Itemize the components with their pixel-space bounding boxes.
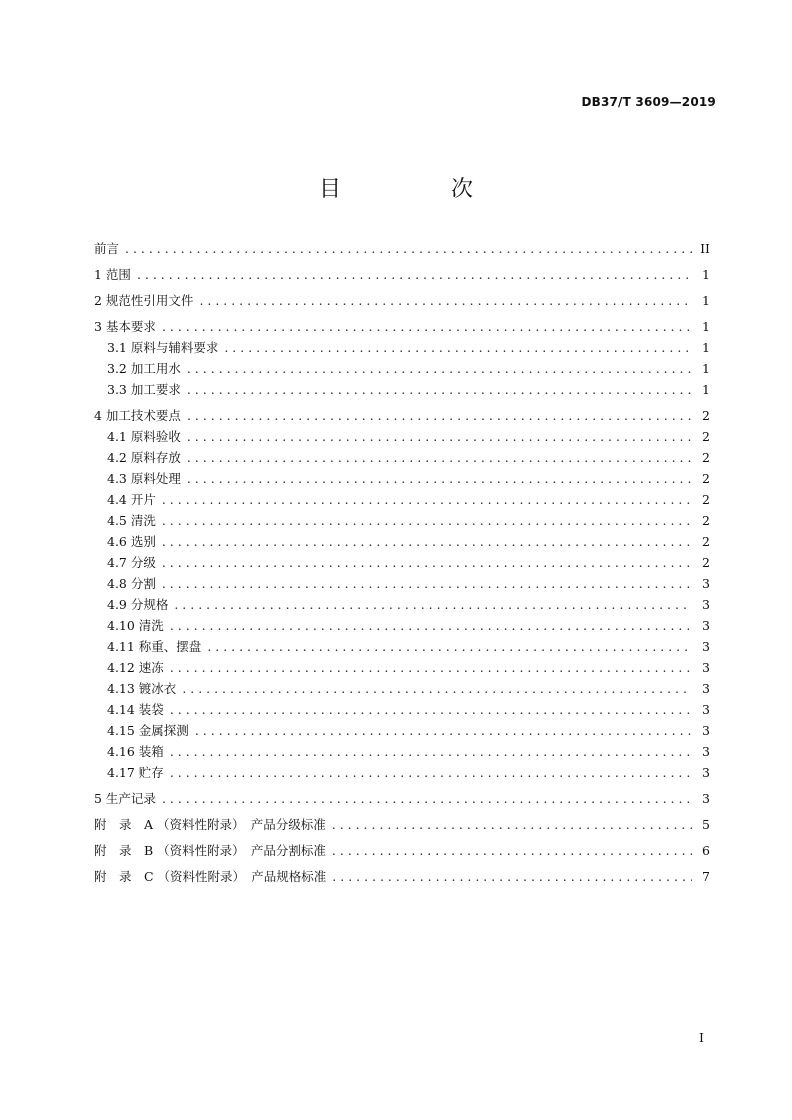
toc-entry-label: 4.4 开片 bbox=[107, 492, 156, 507]
toc-entry-label: 3.3 加工要求 bbox=[107, 382, 181, 397]
toc-entry[interactable] bbox=[94, 510, 710, 531]
toc-entry-label: 附 录 B （资料性附录） 产品分割标准 bbox=[94, 843, 326, 858]
toc-entry-page: 2 bbox=[702, 492, 710, 507]
toc-entry-label: 4.2 原料存放 bbox=[107, 450, 181, 465]
toc-entry-label: 5 生产记录 bbox=[94, 791, 156, 806]
toc-entry[interactable] bbox=[94, 788, 710, 809]
toc-leader-dots bbox=[137, 264, 692, 285]
toc-entry-label: 4.8 分割 bbox=[107, 576, 156, 591]
toc-entry-page: 3 bbox=[702, 576, 710, 591]
toc-entry-page: 7 bbox=[702, 869, 710, 884]
toc-leader-dots bbox=[332, 866, 692, 887]
toc-leader-dots bbox=[187, 468, 692, 489]
toc-entry[interactable] bbox=[94, 531, 710, 552]
toc-leader-dots bbox=[187, 358, 692, 379]
toc-entry[interactable] bbox=[94, 316, 710, 337]
toc-entry-label: 4.7 分级 bbox=[107, 555, 156, 570]
toc-leader-dots bbox=[162, 316, 692, 337]
toc-entry-page: 2 bbox=[702, 471, 710, 486]
toc-entry[interactable] bbox=[94, 468, 710, 489]
toc-leader-dots bbox=[207, 636, 692, 657]
toc-entry[interactable] bbox=[94, 238, 710, 259]
toc-entry-label: 4.16 装箱 bbox=[107, 744, 164, 759]
toc-leader-dots bbox=[162, 788, 692, 809]
toc-leader-dots bbox=[125, 238, 692, 259]
toc-leader-dots bbox=[332, 814, 692, 835]
toc-entry-page: 3 bbox=[702, 660, 710, 675]
toc-leader-dots bbox=[187, 405, 692, 426]
toc-entry-page: 1 bbox=[702, 293, 710, 308]
toc-leader-dots bbox=[162, 552, 692, 573]
toc-leader-dots bbox=[162, 573, 692, 594]
toc-entry-page: 2 bbox=[702, 450, 710, 465]
toc-leader-dots bbox=[170, 657, 692, 678]
toc-entry[interactable] bbox=[94, 678, 710, 699]
toc-entry-label: 2 规范性引用文件 bbox=[94, 293, 194, 308]
toc-entry-label: 附 录 C （资料性附录） 产品规格标准 bbox=[94, 869, 327, 884]
toc-entry-page: 3 bbox=[702, 681, 710, 696]
toc-entry-label: 4.5 清洗 bbox=[107, 513, 156, 528]
toc-entry-label: 4.1 原料验收 bbox=[107, 429, 181, 444]
toc-entry-label: 4.11 称重、摆盘 bbox=[107, 639, 202, 654]
toc-entry-label: 1 范围 bbox=[94, 267, 131, 282]
toc-entry[interactable] bbox=[94, 657, 710, 678]
toc-entry-page: II bbox=[700, 241, 710, 256]
toc-entry-label: 前言 bbox=[94, 241, 120, 256]
toc-leader-dots bbox=[187, 426, 692, 447]
toc-entry-page: 2 bbox=[702, 534, 710, 549]
toc-leader-dots bbox=[162, 510, 692, 531]
page-title bbox=[0, 172, 792, 203]
toc-entry[interactable] bbox=[94, 264, 710, 285]
toc-entry-label: 3 基本要求 bbox=[94, 319, 156, 334]
toc-leader-dots bbox=[170, 699, 692, 720]
toc-entry-page: 3 bbox=[702, 639, 710, 654]
toc-entry-label: 附 录 A （资料性附录） 产品分级标准 bbox=[94, 817, 326, 832]
toc-entry-page: 2 bbox=[702, 408, 710, 423]
toc-entry[interactable] bbox=[94, 594, 710, 615]
toc-entry[interactable] bbox=[94, 426, 710, 447]
toc-entry-page: 1 bbox=[702, 361, 710, 376]
toc-entry-label: 4.15 金属探测 bbox=[107, 723, 189, 738]
toc-entry-page: 2 bbox=[702, 555, 710, 570]
toc-entry-label: 4.12 速冻 bbox=[107, 660, 164, 675]
toc-entry-page: 6 bbox=[702, 843, 710, 858]
toc-entry-label: 4.17 贮存 bbox=[107, 765, 164, 780]
toc-entry-page: 3 bbox=[702, 702, 710, 717]
toc-entry-page: 1 bbox=[702, 340, 710, 355]
toc-entry[interactable] bbox=[94, 762, 710, 783]
toc-leader-dots bbox=[162, 531, 692, 552]
toc-entry[interactable] bbox=[94, 741, 710, 762]
toc-leader-dots bbox=[195, 720, 692, 741]
toc-entry[interactable] bbox=[94, 636, 710, 657]
toc-entry-page: 3 bbox=[702, 765, 710, 780]
toc-entry[interactable] bbox=[94, 840, 710, 861]
toc-entry[interactable] bbox=[94, 814, 710, 835]
toc-leader-dots bbox=[332, 840, 692, 861]
toc-leader-dots bbox=[187, 447, 692, 468]
toc-entry[interactable] bbox=[94, 720, 710, 741]
toc-entry-page: 3 bbox=[702, 597, 710, 612]
toc-entry-page: 1 bbox=[702, 267, 710, 282]
standard-code: DB37/T 3609—2019 bbox=[581, 95, 716, 109]
toc-entry-label: 4.9 分规格 bbox=[107, 597, 169, 612]
toc-leader-dots bbox=[170, 762, 692, 783]
toc-leader-dots bbox=[199, 290, 692, 311]
footer-page-number: I bbox=[699, 1030, 704, 1045]
toc-entry-label: 4.10 清洗 bbox=[107, 618, 164, 633]
toc-entry-page: 3 bbox=[702, 791, 710, 806]
table-of-contents bbox=[94, 238, 710, 887]
toc-leader-dots bbox=[162, 489, 692, 510]
toc-entry[interactable] bbox=[94, 405, 710, 426]
toc-entry-label: 4 加工技术要点 bbox=[94, 408, 181, 423]
toc-entry-label: 3.1 原料与辅料要求 bbox=[107, 340, 219, 355]
toc-entry[interactable] bbox=[94, 573, 710, 594]
toc-leader-dots bbox=[170, 741, 692, 762]
toc-leader-dots bbox=[224, 337, 692, 358]
toc-entry-page: 3 bbox=[702, 744, 710, 759]
toc-entry[interactable] bbox=[94, 489, 710, 510]
page-title-text: 目 次 bbox=[318, 177, 517, 202]
toc-entry-page: 1 bbox=[702, 382, 710, 397]
toc-entry-label: 4.13 镀冰衣 bbox=[107, 681, 177, 696]
toc-entry-label: 4.6 选别 bbox=[107, 534, 156, 549]
toc-entry[interactable] bbox=[94, 615, 710, 636]
toc-entry[interactable] bbox=[94, 447, 710, 468]
toc-entry-page: 2 bbox=[702, 429, 710, 444]
toc-entry[interactable] bbox=[94, 337, 710, 358]
toc-leader-dots bbox=[174, 594, 692, 615]
toc-entry[interactable] bbox=[94, 379, 710, 400]
toc-entry-page: 1 bbox=[702, 319, 710, 334]
toc-entry-label: 3.2 加工用水 bbox=[107, 361, 181, 376]
toc-entry-label: 4.14 装袋 bbox=[107, 702, 164, 717]
toc-entry[interactable] bbox=[94, 866, 710, 887]
toc-entry[interactable] bbox=[94, 358, 710, 379]
toc-entry-page: 5 bbox=[702, 817, 710, 832]
toc-entry[interactable] bbox=[94, 552, 710, 573]
toc-entry-page: 2 bbox=[702, 513, 710, 528]
toc-entry[interactable] bbox=[94, 699, 710, 720]
toc-leader-dots bbox=[182, 678, 692, 699]
toc-leader-dots bbox=[170, 615, 692, 636]
toc-entry[interactable] bbox=[94, 290, 710, 311]
toc-entry-page: 3 bbox=[702, 618, 710, 633]
toc-leader-dots bbox=[187, 379, 692, 400]
toc-entry-page: 3 bbox=[702, 723, 710, 738]
toc-entry-label: 4.3 原料处理 bbox=[107, 471, 181, 486]
